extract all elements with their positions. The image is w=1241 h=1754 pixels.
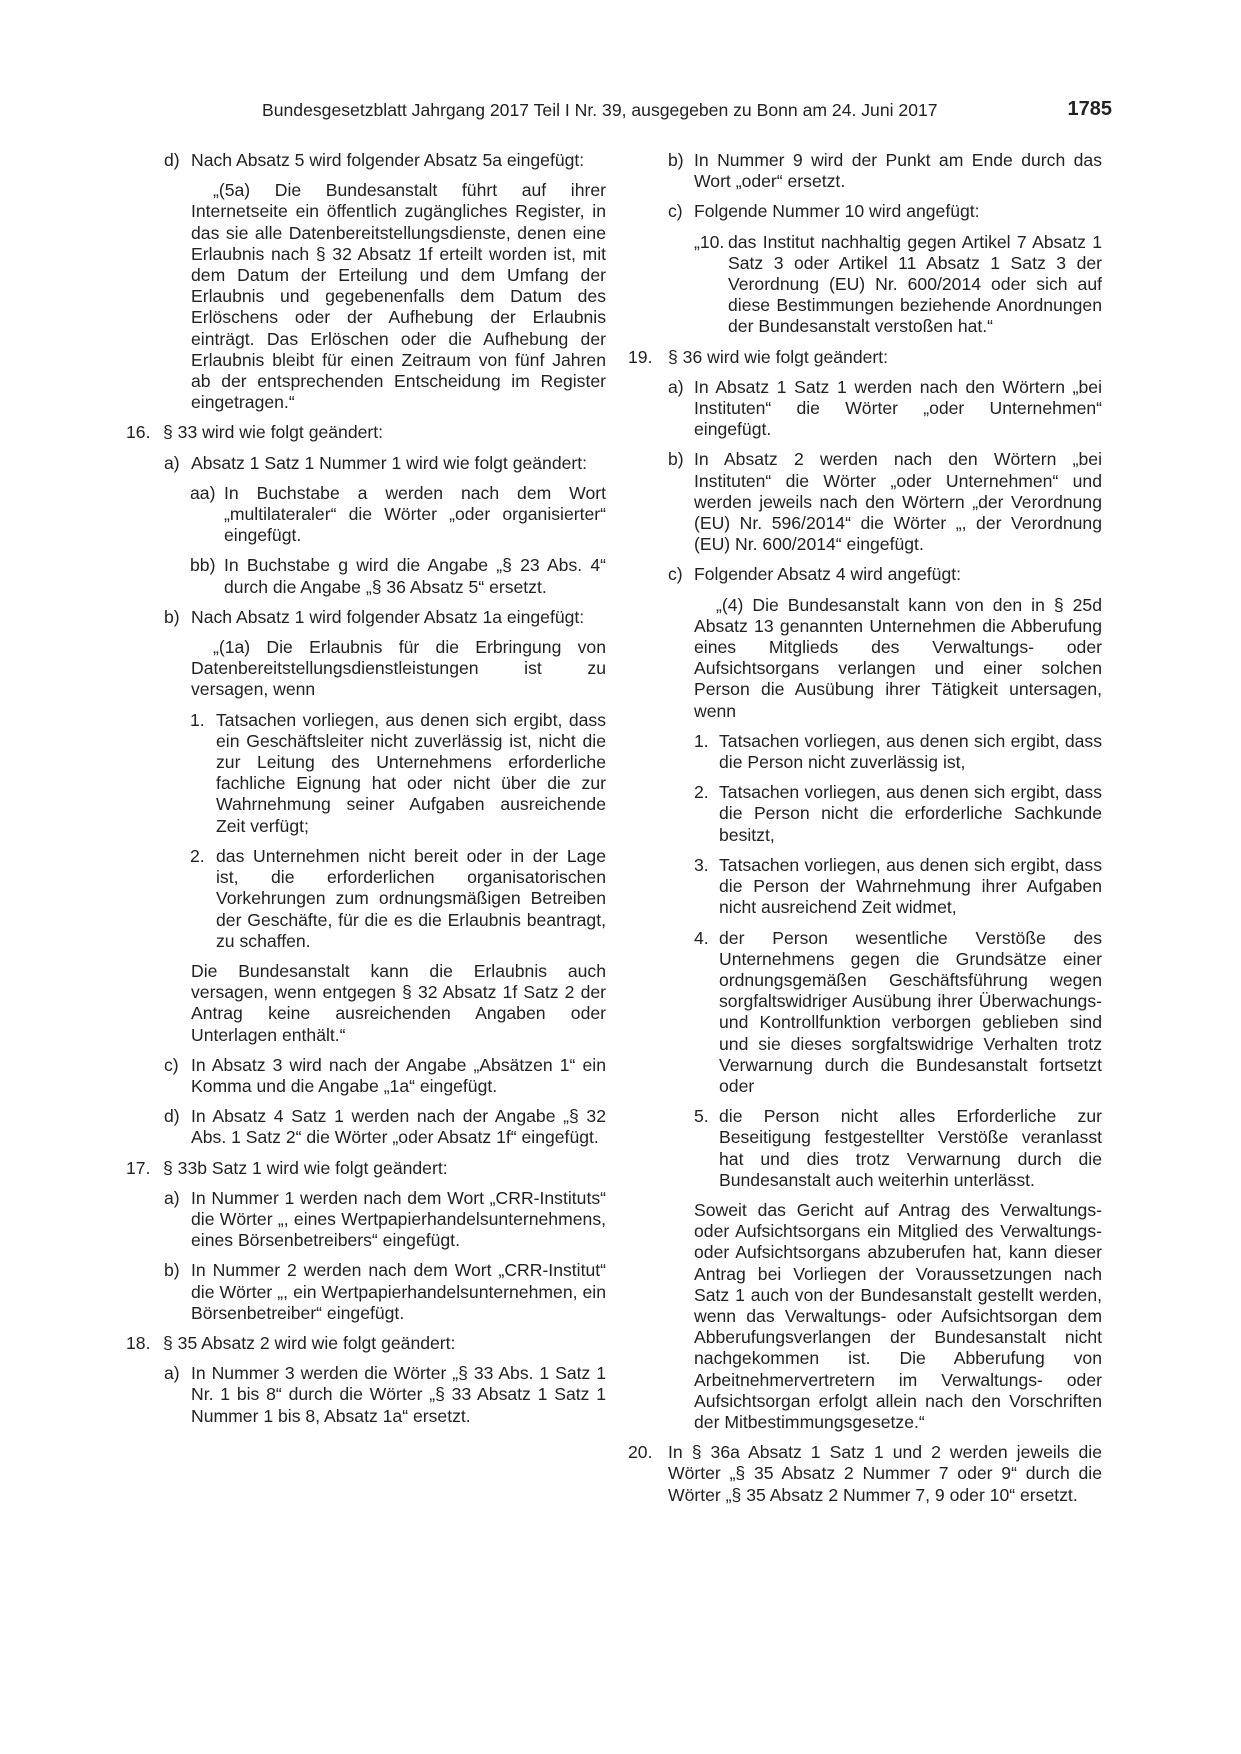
item-16	[126, 422, 606, 443]
item-19c-2	[628, 782, 1102, 846]
item-16a-bb	[126, 555, 606, 597]
item-text: Nach Absatz 5 wird folgender Absatz 5a eingefügt:	[191, 150, 585, 170]
item-16a-aa	[126, 483, 606, 547]
item-19a	[628, 377, 1102, 441]
item-label: a)	[164, 1187, 180, 1208]
right-column	[628, 150, 1102, 1515]
item-17	[126, 1158, 606, 1179]
item-text: Tatsachen vorliegen, aus denen sich ergibt, dass die Person nicht die erforderliche Sachkunde besitzt,	[719, 782, 1102, 845]
item-18c-10	[628, 232, 1102, 338]
item-text: In Nummer 9 wird der Punkt am Ende durch das Wort „oder“ ersetzt.	[694, 150, 1102, 192]
item-text: Tatsachen vorliegen, aus denen sich ergibt, dass die Person nicht zuverlässig ist,	[719, 730, 1102, 773]
item-19c	[628, 564, 1102, 585]
item-18c	[628, 201, 1102, 222]
item-text: In Absatz 1 Satz 1 werden nach den Wörtern „bei Instituten“ die Wörter „oder Unternehmen“ eingefügt.	[694, 376, 1102, 440]
item-number: 2.	[190, 845, 205, 866]
item-18a	[126, 1363, 606, 1427]
item-label: b)	[164, 1260, 180, 1281]
item-text: die Person nicht alles Erforderliche zur Beseitigung festgestellter Verstöße veranlasst hat und dies trotz Verwarnung durch die Bundesanstalt auch weiterhin unterlässt.	[719, 1106, 1102, 1190]
item-text: der Person wesentliche Verstöße des Unternehmens gegen die Grundsätze einer ordnungsgemäßen Geschäftsführung wegen sorgfaltswidriger Ausübung ihrer Überwachungs- und Kontrollfunktion verborgen geblieben sind und sie dieses sorgfaltswidrige Verhalten trotz Verwarnung durch die Bundesanstalt fortsetzt oder	[719, 927, 1102, 1096]
item-16b-2	[126, 846, 606, 952]
item-label: b)	[668, 449, 684, 470]
item-label: aa)	[190, 482, 216, 503]
item-text: Tatsachen vorliegen, aus denen sich ergibt, dass die Person der Wahrnehmung ihrer Aufgaben nicht ausreichend Zeit widmet,	[719, 854, 1102, 918]
item-label: a)	[164, 1363, 180, 1384]
item-16d	[126, 1106, 606, 1148]
quoted-paragraph-5a: „(5a) Die Bundesanstalt führt auf ihrer Internetseite ein öffentlich zugängliches Register, in das sie alle Datenbereitstellungsdienste, denen eine Erlaubnis nach § 32 Absatz 1f erteilt worden ist, mit dem Datum der Erteilung und dem Umfang der Erlaubnis und gegebenenfalls dem Datum des Erlöschens oder der Aufhebung der Erlaubnis einträgt. Das Erlöschen oder die Aufhebung der Erlaubnis bleibt für einen Zeitraum von fünf Jahren ab der entsprechenden Entscheidung im Register eingetragen.“	[191, 180, 606, 413]
item-15d	[126, 150, 606, 171]
item-text: das Unternehmen nicht bereit oder in der Lage ist, die erforderlichen organisatorischen Vorkehrungen zum ordnungsmäßigen Betreiben der Geschäfte, für die es die Erlaubnis beantragt, zu schaffen.	[216, 845, 606, 951]
item-text: Nach Absatz 1 wird folgender Absatz 1a eingefügt:	[191, 606, 585, 627]
item-text: das Institut nachhaltig gegen Artikel 7 Absatz 1 Satz 3 oder Artikel 11 Absatz 1 Satz 3 der Verordnung (EU) Nr. 600/2014 oder sich auf diese Bestimmungen beziehende Anordnungen der Bundesanstalt verstoßen hat.“	[728, 231, 1102, 337]
page-number: 1785	[1067, 98, 1112, 120]
item-text: In § 36a Absatz 1 Satz 1 und 2 werden jeweils die Wörter „§ 35 Absatz 2 Nummer 7 oder 9“ durch die Wörter „§ 35 Absatz 2 Nummer 7, 9 oder 10“ ersetzt.	[668, 1442, 1102, 1505]
item-number: 2.	[694, 782, 709, 803]
item-19c-5	[628, 1106, 1102, 1191]
item-16a	[126, 453, 606, 474]
item-19c-3	[628, 855, 1102, 919]
item-number: 18.	[126, 1332, 151, 1353]
item-18b	[628, 150, 1102, 192]
item-number: 17.	[126, 1157, 151, 1178]
item-number: 16.	[126, 422, 151, 443]
item-18	[126, 1333, 606, 1354]
item-17b	[126, 1260, 606, 1324]
item-label: bb)	[190, 555, 216, 576]
item-number: 4.	[694, 927, 709, 948]
item-text: In Absatz 2 werden nach den Wörtern „bei Instituten“ die Wörter „oder Unternehmen“ und werden jeweils nach den Wörtern „der Verordnung (EU) Nr. 596/2014“ die Wörter „, der Verordnung (EU) Nr. 600/2014“ eingefügt.	[694, 449, 1102, 555]
item-text: § 36 wird wie folgt geändert:	[668, 346, 889, 367]
quoted-tail-4: Soweit das Gericht auf Antrag des Verwaltungs- oder Aufsichtsorgans ein Mitglied des Verwaltungs- oder Aufsichtsorgans abzuberufen hat, kann dieser Antrag bei Vorliegen der Voraussetzungen nach Satz 1 auch von der Bundesanstalt gestellt werden, wenn das Verwaltungs- oder Aufsichtsorgan dem Abberufungsverlangen der Bundesanstalt nicht nachgekommen ist. Die Abberufung von Arbeitnehmervertretern im Verwaltungs- oder Aufsichtsorgan erfolgt allein nach den Vorschriften der Mitbestimmungsgesetze.“	[694, 1199, 1102, 1432]
item-19b	[628, 449, 1102, 555]
item-number: „10.	[694, 231, 725, 252]
item-label: c)	[668, 201, 683, 222]
item-label: b)	[164, 606, 180, 627]
quoted-tail-1a: Die Bundesanstalt kann die Erlaubnis auch versagen, wenn entgegen § 32 Absatz 1f Satz 2 der Antrag keine ausreichenden Angaben oder Unterlagen enthält.“	[191, 960, 606, 1045]
item-text: In Nummer 2 werden nach dem Wort „CRR-Institut“ die Wörter „, ein Wertpapierhandelsunternehmen, ein Börsenbetreiber“ eingefügt.	[191, 1260, 606, 1323]
item-label: c)	[164, 1054, 179, 1075]
item-label: a)	[668, 376, 684, 397]
item-number: 19.	[628, 346, 653, 367]
quoted-paragraph-1a: „(1a) Die Erlaubnis für die Erbringung von Datenbereitstellungsdienstleistungen ist zu versagen, wenn	[191, 637, 606, 700]
quoted-paragraph-4: „(4) Die Bundesanstalt kann von den in § 25d Absatz 13 genannten Unternehmen die Abberufung eines Mitglieds des Verwaltungs- oder Aufsichtsorgans verlangen und einer solchen Person die Ausübung ihrer Tätigkeit untersagen, wenn	[694, 594, 1102, 721]
item-16b	[126, 607, 606, 628]
item-label: a)	[164, 452, 180, 473]
item-text: In Absatz 3 wird nach der Angabe „Absätzen 1“ ein Komma und die Angabe „1a“ eingefügt.	[191, 1054, 606, 1096]
item-label: b)	[668, 150, 684, 170]
item-19c-1	[628, 731, 1102, 773]
item-text: § 33 wird wie folgt geändert:	[163, 422, 384, 443]
item-text: § 35 Absatz 2 wird wie folgt geändert:	[163, 1332, 456, 1353]
item-19	[628, 347, 1102, 368]
item-text: Folgende Nummer 10 wird angefügt:	[694, 201, 980, 222]
item-text: § 33b Satz 1 wird wie folgt geändert:	[163, 1157, 448, 1178]
item-17a	[126, 1188, 606, 1252]
item-number: 20.	[628, 1442, 653, 1463]
item-label: d)	[164, 150, 180, 170]
item-text: In Buchstabe a werden nach dem Wort „multilateraler“ die Wörter „oder organisierter“ eingefügt.	[224, 482, 606, 546]
running-title: Bundesgesetzblatt Jahrgang 2017 Teil I Nr. 39, ausgegeben zu Bonn am 24. Juni 2017	[262, 100, 938, 120]
item-20	[628, 1442, 1102, 1506]
item-text: Tatsachen vorliegen, aus denen sich ergibt, dass ein Geschäftsleiter nicht zuverlässig ist, nicht die zur Leitung des Unternehmens erforderliche fachliche Eignung hat oder nicht über die zur Wahrnehmung seiner Aufgaben ausreichende Zeit verfügt;	[216, 709, 606, 836]
page-header	[262, 100, 1112, 130]
item-text: In Nummer 1 werden nach dem Wort „CRR-Instituts“ die Wörter „, eines Wertpapierhandelsunternehmens, eines Börsenbetreibers“ eingefügt.	[191, 1187, 606, 1251]
item-label: d)	[164, 1106, 180, 1127]
item-text: Folgender Absatz 4 wird angefügt:	[694, 564, 962, 585]
item-number: 5.	[694, 1106, 709, 1127]
item-19c-4	[628, 928, 1102, 1098]
item-text: In Nummer 3 werden die Wörter „§ 33 Abs. 1 Satz 1 Nr. 1 bis 8“ durch die Wörter „§ 33 Absatz 1 Satz 1 Nummer 1 bis 8, Absatz 1a“ ersetzt.	[191, 1363, 606, 1426]
item-text: In Absatz 4 Satz 1 werden nach der Angabe „§ 32 Abs. 1 Satz 2“ die Wörter „oder Absatz 1f“ eingefügt.	[191, 1106, 606, 1148]
left-column	[126, 150, 606, 1436]
item-number: 3.	[694, 854, 709, 875]
item-text: Absatz 1 Satz 1 Nummer 1 wird wie folgt geändert:	[191, 452, 588, 473]
item-16c	[126, 1055, 606, 1097]
item-text: In Buchstabe g wird die Angabe „§ 23 Abs. 4“ durch die Angabe „§ 36 Absatz 5“ ersetzt.	[224, 555, 606, 597]
item-label: c)	[668, 564, 683, 585]
item-number: 1.	[190, 709, 205, 730]
item-number: 1.	[694, 730, 709, 751]
item-16b-1	[126, 710, 606, 837]
